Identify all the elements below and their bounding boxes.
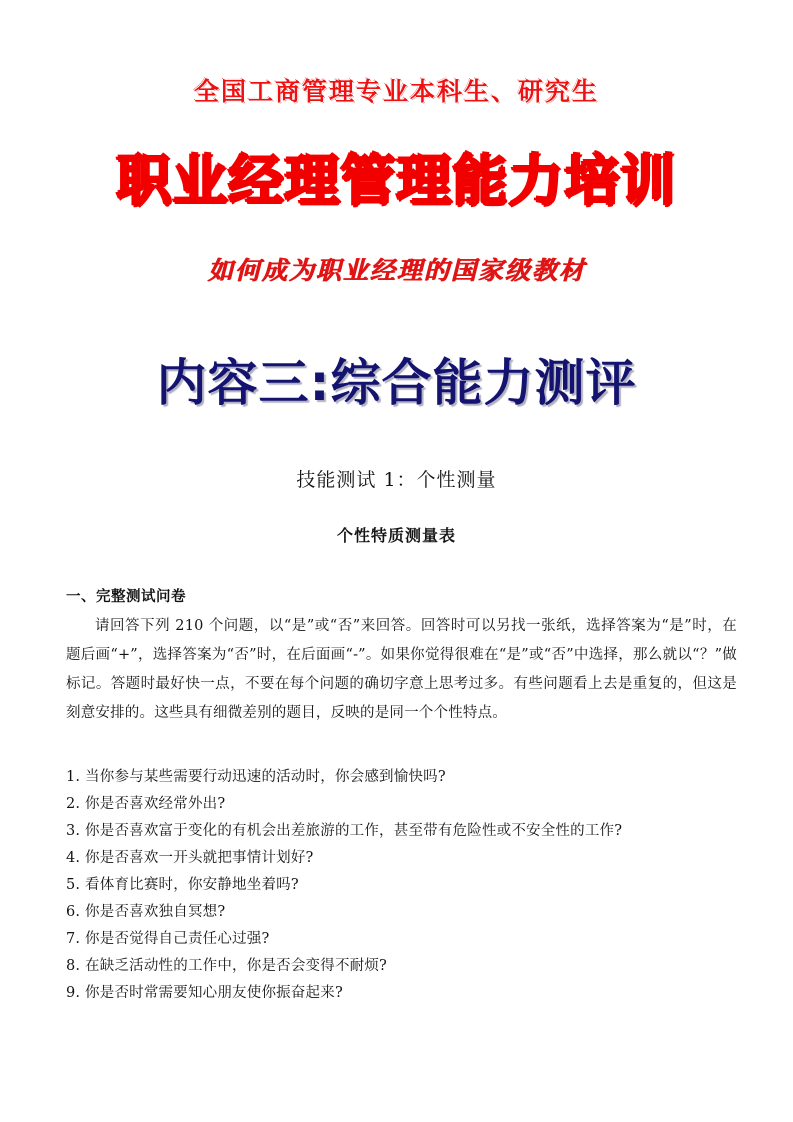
question-item: 8. 在缺乏活动性的工作中，你是否会变得不耐烦?	[66, 958, 388, 975]
question-item: 5. 看体育比赛时，你安静地坐着吗?	[66, 877, 299, 894]
content-title: 内容三:综合能力测评	[156, 354, 637, 413]
intro-paragraph: 请回答下列 210 个问题，以“是”或“否”来回答。回答时可以另找一张纸，选择答案为“是”时，在题后画“+”，选择答案为“否”时，在后面画“-”。如果你觉得很难在“是”或“否”中选择，那么就以“？”做标记。答题时最好快一点，不要在每个问题的确切字意上思考过多。有些问题看上去是重复的，但这是刻意安排的。这些具有细微差别的题目，反映的是同一个个性特点。	[66, 618, 737, 722]
question-item: 4. 你是否喜欢一开头就把事情计划好?	[66, 850, 314, 867]
question-list	[66, 764, 737, 1007]
main-title: 职业经理管理能力培训	[116, 148, 677, 213]
section-heading: 一、完整测试问卷	[66, 588, 186, 606]
cover-block	[0, 0, 793, 411]
question-item: 6. 你是否喜欢独自冥想?	[66, 904, 226, 921]
question-item: 1. 当你参与某些需要行动迅速的活动时，你会感到愉快吗?	[66, 769, 446, 786]
question-item: 2. 你是否喜欢经常外出?	[66, 796, 226, 813]
body-area	[0, 585, 793, 1007]
table-heading: 个性特质测量表	[336, 526, 456, 546]
banner-line: 全国工商管理专业本科生、研究生	[193, 77, 599, 106]
test-heading: 技能测试 1：个性测量	[296, 469, 497, 492]
question-item: 9. 你是否时常需要知心朋友使你振奋起来?	[66, 985, 343, 1002]
question-item: 3. 你是否喜欢富于变化的有机会出差旅游的工作，甚至带有危险性或不安全性的工作?	[66, 823, 623, 840]
question-item: 7. 你是否觉得自己责任心过强?	[66, 931, 270, 948]
sub-title: 如何成为职业经理的国家级教材	[207, 255, 586, 285]
